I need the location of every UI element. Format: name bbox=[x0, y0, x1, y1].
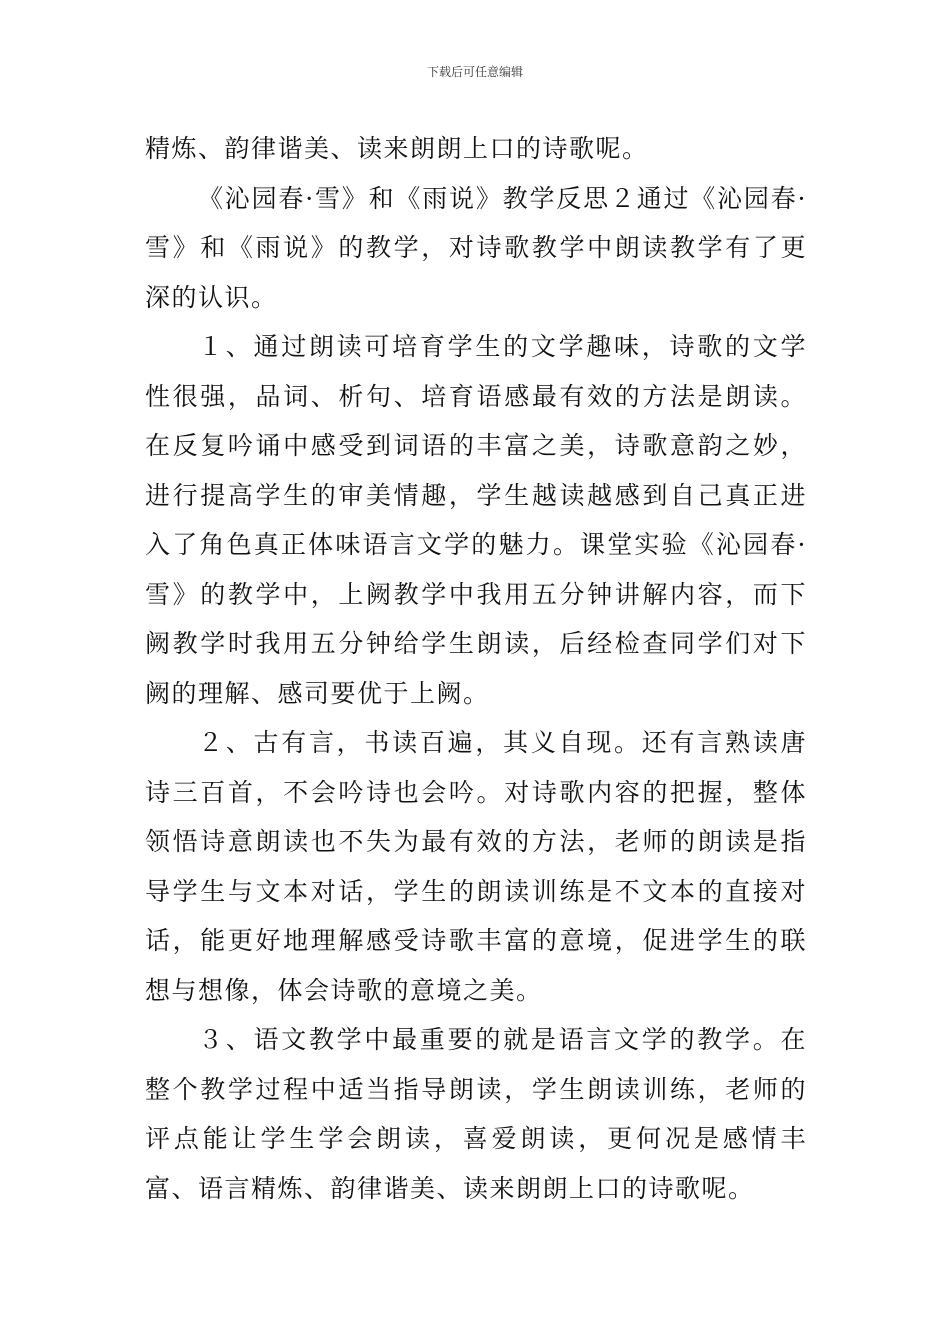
paragraph-point-2: ２、古有言，书读百遍，其义自现。还有言熟读唐诗三百首，不会吟诗也会吟。对诗歌内容的把握，整体领悟诗意朗读也不失为最有效的方法，老师的朗读是指导学生与文本对话，学生的朗读训练是不文本的直接对话，能更好地理解感受诗歌丰富的意境，促进学生的联想与想像，体会诗歌的意境之美。 bbox=[145, 728, 807, 1005]
document-body bbox=[145, 124, 807, 1213]
paragraph-point-3: ３、语文教学中最重要的就是语言文学的教学。在整个教学过程中适当指导朗读，学生朗读训练，老师的评点能让学生学会朗读，喜爱朗读，更何况是感情丰富、语言精炼、韵律谐美、读来朗朗上口的诗歌呢。 bbox=[145, 1025, 807, 1203]
paragraph-title-intro: 《沁园春·雪》和《雨说》教学反思２通过《沁园春·雪》和《雨说》的教学，对诗歌教学中朗读教学有了更深的认识。 bbox=[145, 183, 807, 312]
paragraph-point-1: １、通过朗读可培育学生的文学趣味，诗歌的文学性很强，品词、析句、培育语感最有效的方法是朗读。在反复吟诵中感受到词语的丰富之美，诗歌意韵之妙，进行提高学生的审美情趣，学生越读越感到自己真正进入了角色真正体味语言文学的魅力。课堂实验《沁园春·雪》的教学中，上阙教学中我用五分钟讲解内容，而下阙教学时我用五分钟给学生朗读，后经检查同学们对下阙的理解、感司要优于上阙。 bbox=[145, 332, 807, 708]
paragraph-continuation: 精炼、韵律谐美、读来朗朗上口的诗歌呢。 bbox=[145, 134, 649, 163]
page-header-note: 下载后可任意编辑 bbox=[426, 65, 523, 79]
